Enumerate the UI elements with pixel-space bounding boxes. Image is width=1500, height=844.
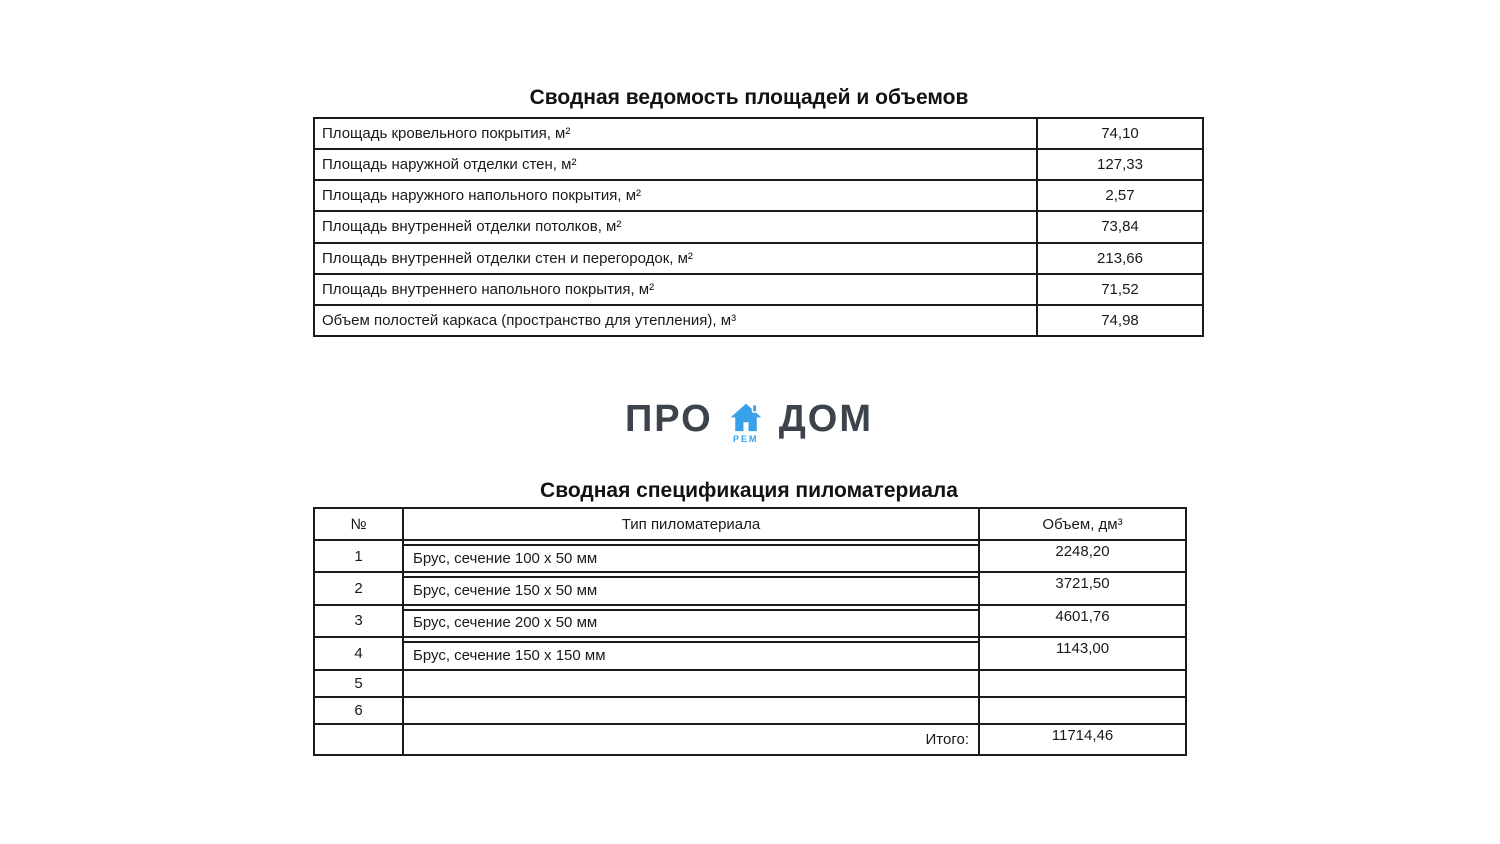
row-volume-cell xyxy=(979,670,1186,697)
table-row xyxy=(314,637,1186,669)
row-num-cell: 3 xyxy=(314,605,403,637)
brand-word-left: ПРО xyxy=(624,398,713,440)
row-label-cell: Площадь внутренней отделки потолков, м² xyxy=(314,211,1037,242)
row-type-cell: Брус, сечение 150 х 150 мм xyxy=(403,637,979,669)
house-icon xyxy=(726,399,766,437)
table-row xyxy=(314,572,1186,604)
row-value-cell: 127,33 xyxy=(1037,149,1203,180)
row-value-cell: 71,52 xyxy=(1037,274,1203,305)
table-row xyxy=(314,274,1203,305)
row-volume-cell: 4601,76 xyxy=(979,605,1186,637)
row-num-cell: 6 xyxy=(314,697,403,724)
row-value-cell: 73,84 xyxy=(1037,211,1203,242)
row-type-cell: Брус, сечение 150 х 50 мм xyxy=(403,572,979,604)
brand-logo xyxy=(313,396,1185,444)
row-num-cell: 4 xyxy=(314,637,403,669)
lumber-table xyxy=(313,507,1187,756)
row-type-cell: Брус, сечение 200 х 50 мм xyxy=(403,605,979,637)
table-row xyxy=(314,211,1203,242)
lumber-table-title: Сводная спецификация пиломатериала xyxy=(540,479,958,502)
row-type-cell: Брус, сечение 100 х 50 мм xyxy=(403,540,979,572)
row-volume-cell: 1143,00 xyxy=(979,637,1186,669)
table-row xyxy=(314,670,1186,697)
row-num-cell: 2 xyxy=(314,572,403,604)
row-volume-cell: 2248,20 xyxy=(979,540,1186,572)
row-value-cell: 74,10 xyxy=(1037,118,1203,149)
row-type-cell xyxy=(403,697,979,724)
row-label-cell: Площадь внутренней отделки стен и перегородок, м² xyxy=(314,243,1037,274)
row-value-cell: 213,66 xyxy=(1037,243,1203,274)
table-row xyxy=(314,180,1203,211)
lumber-table-container xyxy=(313,507,1185,756)
total-num-cell xyxy=(314,724,403,755)
total-label-cell: Итого: xyxy=(403,724,979,755)
table-row xyxy=(314,243,1203,274)
row-label-cell: Площадь наружной отделки стен, м² xyxy=(314,149,1037,180)
brand-word-right: ДОМ xyxy=(778,398,873,440)
table-row xyxy=(314,305,1203,336)
table-row xyxy=(314,540,1186,572)
row-volume-cell: 3721,50 xyxy=(979,572,1186,604)
row-label-cell: Площадь кровельного покрытия, м² xyxy=(314,118,1037,149)
total-value-cell: 11714,46 xyxy=(979,724,1186,755)
table-row xyxy=(314,605,1186,637)
table-row xyxy=(314,118,1203,149)
row-value-cell: 74,98 xyxy=(1037,305,1203,336)
table-total-row xyxy=(314,724,1186,755)
brand-sub-label: РЕМ xyxy=(732,434,759,444)
brand-icon-block xyxy=(726,399,766,444)
col-header-volume: Объем, дм³ xyxy=(979,508,1186,540)
row-volume-cell xyxy=(979,697,1186,724)
table-row xyxy=(314,149,1203,180)
col-header-num: № xyxy=(314,508,403,540)
row-label-cell: Площадь внутреннего напольного покрытия, м² xyxy=(314,274,1037,305)
row-num-cell: 1 xyxy=(314,540,403,572)
row-type-cell xyxy=(403,670,979,697)
col-header-type: Тип пиломатериала xyxy=(403,508,979,540)
row-num-cell: 5 xyxy=(314,670,403,697)
row-label-cell: Объем полостей каркаса (пространство для утепления), м³ xyxy=(314,305,1037,336)
areas-table-title: Сводная ведомость площадей и объемов xyxy=(529,86,969,109)
areas-table-container xyxy=(313,117,1185,337)
table-header-row xyxy=(314,508,1186,540)
row-label-cell: Площадь наружного напольного покрытия, м² xyxy=(314,180,1037,211)
areas-table xyxy=(313,117,1204,337)
row-value-cell: 2,57 xyxy=(1037,180,1203,211)
table-row xyxy=(314,697,1186,724)
